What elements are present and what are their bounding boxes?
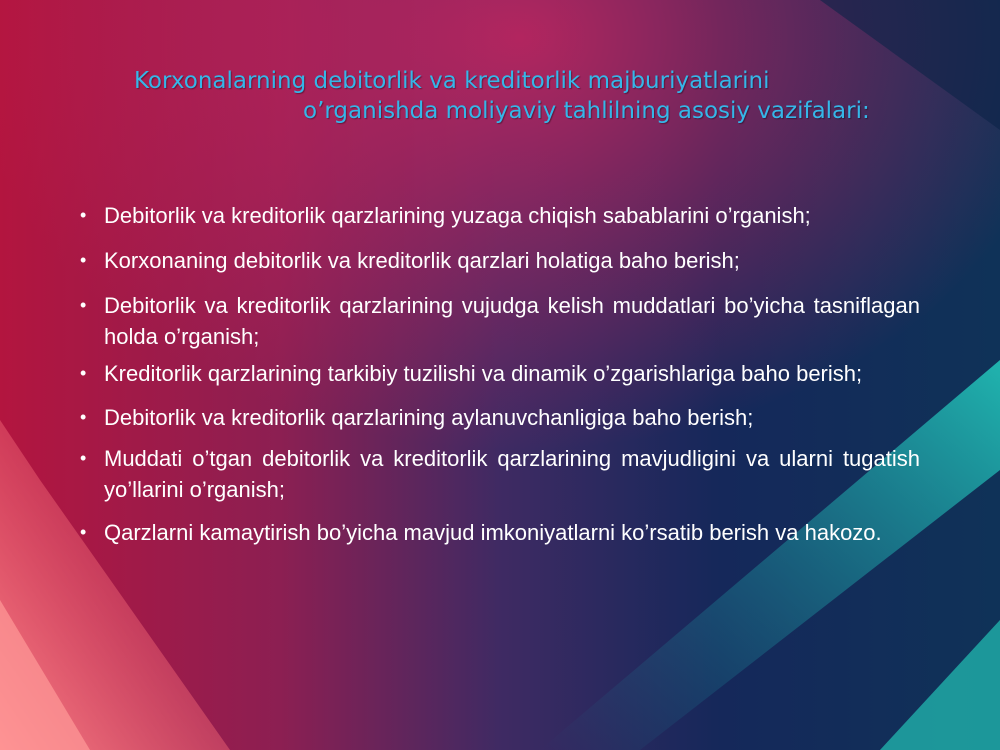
bullet-item [80, 200, 920, 231]
bullet-item [80, 245, 920, 276]
bullet-item [80, 290, 920, 352]
bullet-text: Muddati o’tgan debitorlik va kreditorlik qarzlarining mavjudligini va ularni tugatish yo’llarini o’rganish; [104, 446, 920, 502]
bullet-icon: • [80, 448, 87, 468]
slide-title [60, 66, 940, 126]
bullet-text: Qarzlarni kamaytirish bo’yicha mavjud imkoniyatlarni ko’rsatib berish va hakozo. [104, 520, 882, 545]
bullet-item [80, 443, 920, 505]
bullet-icon: • [80, 205, 87, 225]
bullet-icon: • [80, 407, 87, 427]
title-line-2: o’rganishda moliyaviy tahlilning asosiy vazifalari: [303, 98, 870, 124]
bullet-list [80, 200, 920, 548]
bullet-item [80, 517, 920, 548]
bullet-text: Debitorlik va kreditorlik qarzlarining vujudga kelish muddatlari bo’yicha tasniflagan holda o’rganish; [104, 293, 920, 349]
title-line-1: Korxonalarning debitorlik va kreditorlik majburiyatlarini [134, 68, 770, 94]
bullet-text: Korxonaning debitorlik va kreditorlik qarzlari holatiga baho berish; [104, 248, 740, 273]
bullet-text: Kreditorlik qarzlarining tarkibiy tuzilishi va dinamik o’zgarishlariga baho berish; [104, 361, 863, 386]
bullet-icon: • [80, 295, 87, 315]
bullet-text: Debitorlik va kreditorlik qarzlarining aylanuvchanligiga baho berish; [104, 405, 754, 430]
bullet-text: Debitorlik va kreditorlik qarzlarining yuzaga chiqish sabablarini o’rganish; [104, 203, 811, 228]
bullet-icon: • [80, 363, 87, 383]
bullet-icon: • [80, 522, 87, 542]
bullet-item [80, 402, 920, 433]
bullet-item [80, 358, 920, 389]
bullet-icon: • [80, 250, 87, 270]
